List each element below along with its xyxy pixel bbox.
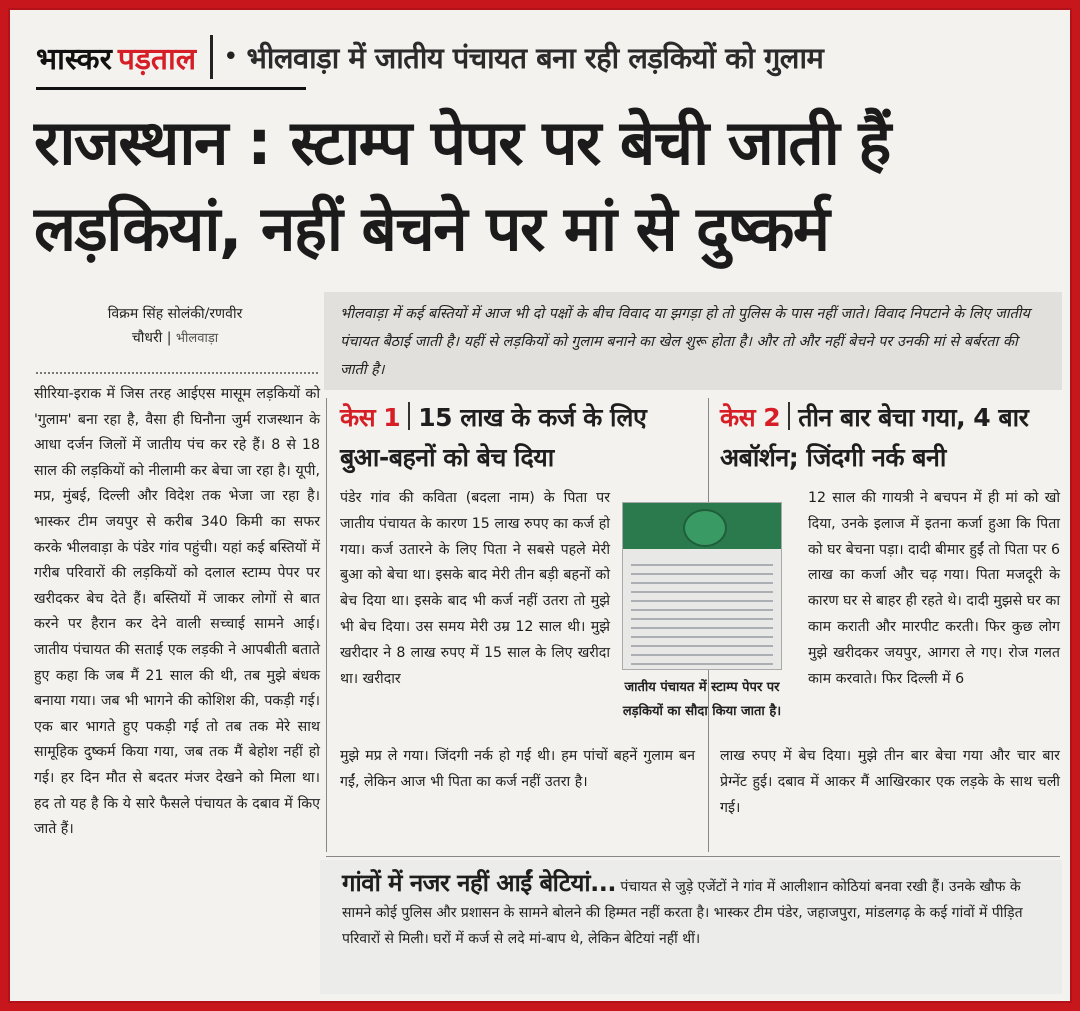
intro-box: भीलवाड़ा में कई बस्तियों में आज भी दो पक्षों के बीच विवाद या झगड़ा हो तो पुलिस के पास नहीं जाते। विवाद निपटाने के लिए जातीय पंचायत बैठाई जाती है। यहीं से लड़कियों को गुलाम बनाने का खेल शुरू होता है। और तो और नहीं बेचने पर उनकी मां से बर्बरता की जाती है। [324,292,1062,390]
byline-place: भीलवाड़ा [175,331,219,346]
brand-logo [36,37,196,78]
bottom-divider [326,856,1060,857]
bottom-box [320,860,1062,994]
byline-divider [36,372,318,374]
stamp-header-graphic [623,503,781,549]
kicker-text: भीलवाड़ा में जातीय पंचायत बना रही लड़कियों को गुलाम [246,40,824,75]
stamp-handwriting [623,549,781,670]
case2-bar [788,402,790,430]
kicker-divider [210,35,213,79]
bullet-icon: • [223,42,239,72]
brand-name: भास्कर [36,41,112,77]
stamp-caption: जातीय पंचायत में स्टाम्प पेपर पर लड़कियों का सौदा किया जाता है। [622,680,782,719]
column-divider-left [326,398,327,852]
case2-header [720,398,1060,478]
case1-title: 15 लाख के कर्ज के लिए बुआ-बहनों को बेच दिया [340,403,647,472]
case1-bar [408,402,410,430]
case1-text-a: पंडेर गांव की कविता (बदला नाम) के पिता पर जातीय पंचायत के कारण 15 लाख रुपए का कर्ज हो गया। कर्ज उतारने के लिए पिता ने सबसे पहले मेरी बुआ को बेचा था। इसके बाद मेरी तीन बड़ी बहनों को बेच दिया था। इसके बाद भी कर्ज नहीं उतरा तो मुझे भी बेच दिया। उस समय मेरी उम्र 12 साल थी। मुझे खरीदार ने 8 लाख रुपए में 15 साल के लिए खरीदा था। खरीदार [340,490,610,687]
byline-authors-cont: चौधरी [131,330,163,346]
brand-underline [36,87,306,90]
case2-title: तीन बार बेचा गया, 4 बार अबॉर्शन; जिंदगी नर्क बनी [720,403,1029,472]
case1-tag: केस 1 [340,403,401,432]
case1-text-b: मुझे मप्र ले गया। जिंदगी नर्क हो गई थी। हम पांचों बहनें गुलाम बन गईं, लेकिन आज भी पिता का कर्ज नहीं उतरा है। [340,748,695,790]
case2-text-a: 12 साल की गायत्री ने बचपन में ही मां को खो दिया, उनके इलाज में इतना कर्जा हुआ कि पिता को घर बेचना पड़ा। दादी बीमार हुईं तो पिता पर 6 लाख का कर्जा और चढ़ गया। पिता मजदूरी के कारण घर से बाहर ही रहते थे। दादी मुझसे घर का काम कराती और मारपीट करती। फिर कुछ लोग मुझे खरीदकर जयपुर, आगरा ले गए। रोज गलत काम करवाते। फिर दिल्ली में 6 [808,490,1061,687]
bottom-lead: गांवों में नजर नहीं आईं बेटियां... [342,869,616,897]
stamp-paper-photo [622,502,782,670]
case1-header [340,398,700,478]
bottom-text: पंचायत से जुड़े एजेंटों ने गांव में आलीशान कोठियां बनवा रखी हैं। उनके खौफ के सामने कोई पुलिस और प्रशासन के सामने बोलने की हिम्मत नहीं करता है। भास्कर टीम पंडेर, जहाजपुरा, मांडलगढ़ के कई गांवों में पीड़ित परिवारों से मिली। घरों में कर्ज से लदे मां-बाप थे, लेकिन बेटियां नहीं थीं। [342,879,1023,947]
byline-authors: विक्रम सिंह सोलंकी/रणवीर [107,306,243,322]
left-column-text: सीरिया-इराक में जिस तरह आईएस मासूम लड़कियों को 'गुलाम' बना रहा है, वैसा ही घिनौना जुर्म राजस्थान के आधा दर्जन जिलों में जातीय पंच कर रहे हैं। 8 से 18 साल की लड़कियों को नीलामी कर बेचा जा रहा है। यूपी, मप्र, मुंबई, दिल्ली और विदेश तक भेजा जा रहा है। भास्कर टीम जयपुर से करीब 340 किमी का सफर करके भीलवाड़ा के पंडेर गांव पहुंची। यहां कई बस्तियों में गरीब परिवारों की लड़कियों को दलाल स्टाम्प पेपर पर खरीदकर बेच देते हैं। बस्तियों में जाकर लोगों से बात करने पर हैरान कर देने वाली सच्चाई सामने आई। जातीय पंचायत की सताई एक लड़की ने आपबीती बताते हुए कहा कि जब मैं 21 साल की थी, तब मुझे बंधक बनाया गया। जब भी भागने की कोशिश की, पकड़ी गई। एक बार भागते हुए पकड़ी गई तो तब तक मेरे साथ सामूहिक दुष्कर्म किया गया, जब तक मैं बेहोश नहीं हो गई। हर दिन मौत से बदतर मंजर देखने को मिला था। हद तो यह है कि ये सारे फैसले पंचायत के दबाव में किए जाते हैं। [34,386,320,838]
case2-tag: केस 2 [720,403,781,432]
headline [34,100,1054,272]
byline: विक्रम सिंह सोलंकी/रणवीर चौधरी | भीलवाड़ा [40,302,310,351]
section-kicker [36,24,823,90]
headline-line-2: लड़कियां, नहीं बेचने पर मां से दुष्कर्म [34,192,829,265]
brand-section: पड़ताल [117,41,197,77]
headline-line-1: राजस्थान : स्टाम्प पेपर पर बेची जाती हैं [34,106,890,179]
case2-text-b: लाख रुपए में बेच दिया। मुझे तीन बार बेचा गया और चार बार प्रेग्नेंट हुई। दबाव में आकर मैं आखिरकार एक लड़के के साथ चली गई। [720,748,1060,816]
